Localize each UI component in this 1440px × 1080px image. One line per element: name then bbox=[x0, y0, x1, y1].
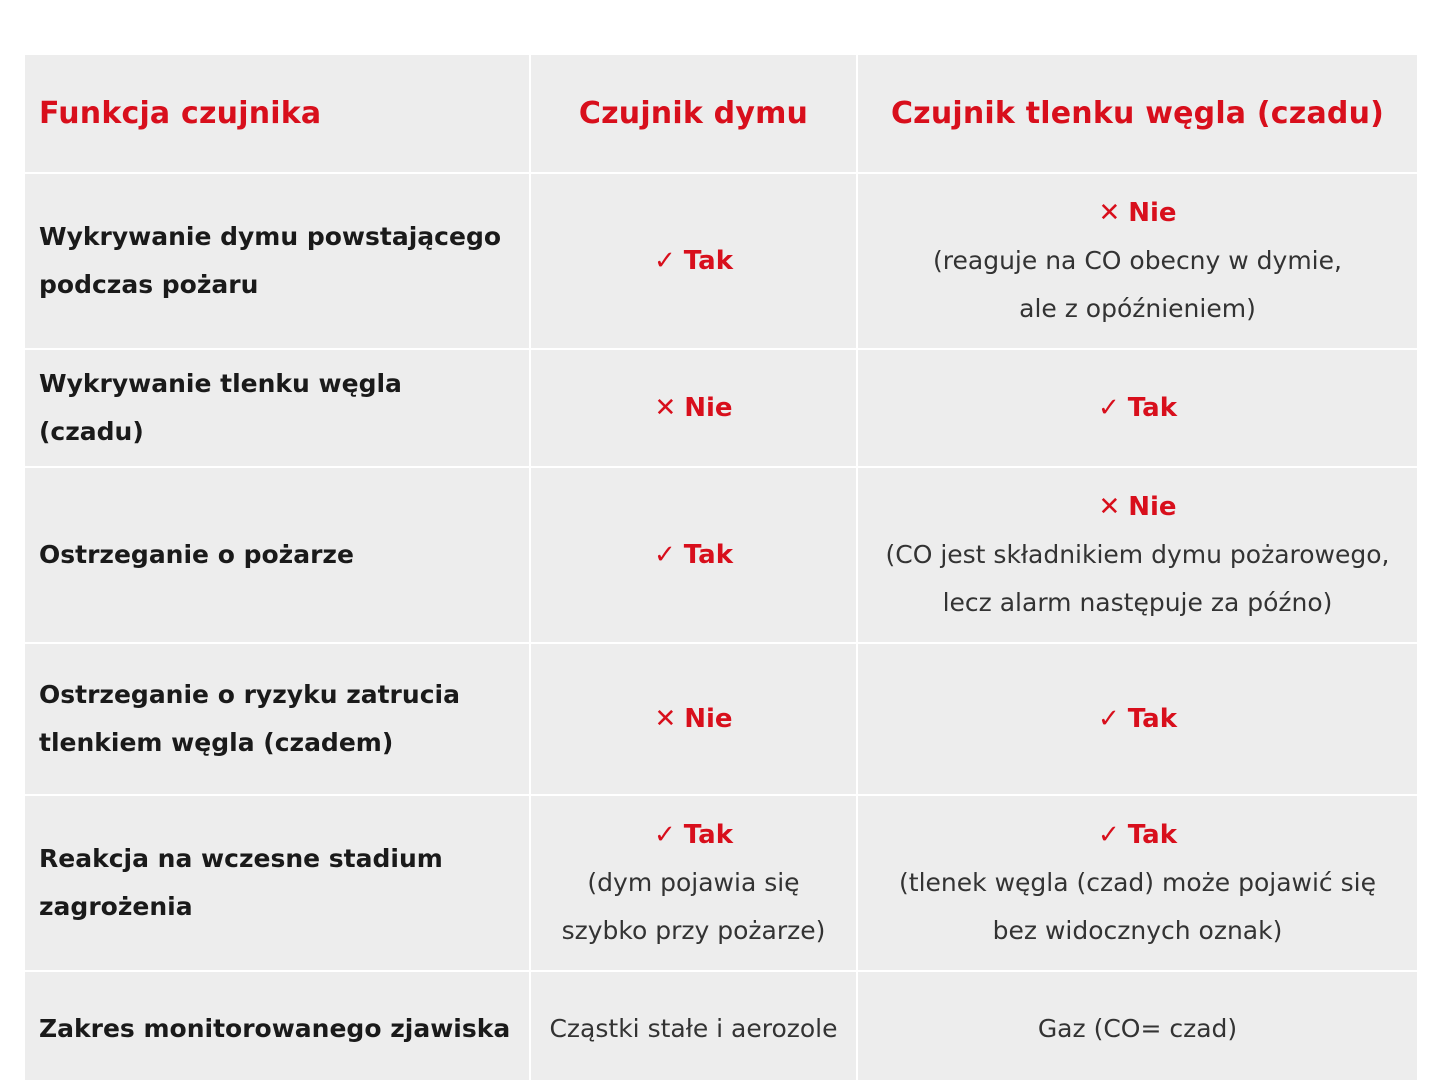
feature-cell: Zakres monitorowanego zjawiska bbox=[25, 971, 530, 1080]
verdict-label: Tak bbox=[683, 540, 734, 570]
check-icon: ✓ bbox=[1097, 393, 1120, 423]
verdict-label: Nie bbox=[1128, 198, 1177, 228]
verdict-label: Tak bbox=[683, 246, 734, 276]
co-cell bbox=[857, 467, 1417, 643]
verdict-label: Tak bbox=[1127, 393, 1178, 423]
check-icon: ✓ bbox=[1097, 820, 1120, 850]
verdict-no bbox=[545, 695, 842, 743]
verdict-yes bbox=[872, 384, 1403, 432]
feature-cell: Ostrzeganie o pożarze bbox=[25, 467, 530, 643]
verdict-no bbox=[872, 189, 1403, 237]
verdict-label: Nie bbox=[684, 393, 733, 423]
feature-cell: Ostrzeganie o ryzyku zatrucia tlenkiem węgla (czadem) bbox=[25, 643, 530, 795]
verdict-note: (dym pojawia się szybko przy pożarze) bbox=[561, 868, 826, 945]
cross-icon: ✕ bbox=[654, 393, 677, 423]
smoke-cell bbox=[530, 467, 857, 643]
verdict-note: (reaguje na CO obecny w dymie, ale z opóźnieniem) bbox=[933, 246, 1342, 323]
feature-cell: Wykrywanie tlenku węgla (czadu) bbox=[25, 349, 530, 467]
table-row bbox=[25, 971, 1417, 1080]
check-icon: ✓ bbox=[653, 820, 676, 850]
verdict-yes bbox=[545, 811, 842, 859]
header-co-detector: Czujnik tlenku węgla (czadu) bbox=[857, 55, 1417, 173]
smoke-cell bbox=[530, 173, 857, 349]
verdict-note: (CO jest składnikiem dymu pożarowego, lecz alarm następuje za późno) bbox=[885, 540, 1390, 617]
feature-cell: Wykrywanie dymu powstającego podczas pożaru bbox=[25, 173, 530, 349]
verdict-yes bbox=[872, 811, 1403, 859]
verdict-yes bbox=[545, 237, 842, 285]
header-smoke-detector: Czujnik dymu bbox=[530, 55, 857, 173]
verdict-label: Nie bbox=[684, 704, 733, 734]
co-cell bbox=[857, 795, 1417, 971]
co-cell bbox=[857, 643, 1417, 795]
verdict-no bbox=[872, 483, 1403, 531]
check-icon: ✓ bbox=[653, 246, 676, 276]
feature-cell: Reakcja na wczesne stadium zagrożenia bbox=[25, 795, 530, 971]
cross-icon: ✕ bbox=[1098, 198, 1121, 228]
verdict-yes bbox=[872, 695, 1403, 743]
cross-icon: ✕ bbox=[1098, 492, 1121, 522]
detector-comparison-table bbox=[25, 55, 1417, 1080]
smoke-cell: Cząstki stałe i aerozole bbox=[530, 971, 857, 1080]
smoke-cell bbox=[530, 795, 857, 971]
table-row bbox=[25, 795, 1417, 971]
header-feature: Funkcja czujnika bbox=[25, 55, 530, 173]
verdict-label: Tak bbox=[1127, 704, 1178, 734]
table-row bbox=[25, 349, 1417, 467]
table-row bbox=[25, 467, 1417, 643]
co-cell bbox=[857, 173, 1417, 349]
table-row bbox=[25, 643, 1417, 795]
verdict-label: Tak bbox=[1127, 820, 1178, 850]
verdict-label: Tak bbox=[683, 820, 734, 850]
table-row bbox=[25, 173, 1417, 349]
table-header-row bbox=[25, 55, 1417, 173]
cross-icon: ✕ bbox=[654, 704, 677, 734]
co-cell bbox=[857, 349, 1417, 467]
verdict-label: Nie bbox=[1128, 492, 1177, 522]
smoke-cell bbox=[530, 349, 857, 467]
check-icon: ✓ bbox=[653, 540, 676, 570]
verdict-no bbox=[545, 384, 842, 432]
co-cell: Gaz (CO= czad) bbox=[857, 971, 1417, 1080]
check-icon: ✓ bbox=[1097, 704, 1120, 734]
verdict-yes bbox=[545, 531, 842, 579]
smoke-cell bbox=[530, 643, 857, 795]
verdict-note: (tlenek węgla (czad) może pojawić się bez widocznych oznak) bbox=[899, 868, 1376, 945]
